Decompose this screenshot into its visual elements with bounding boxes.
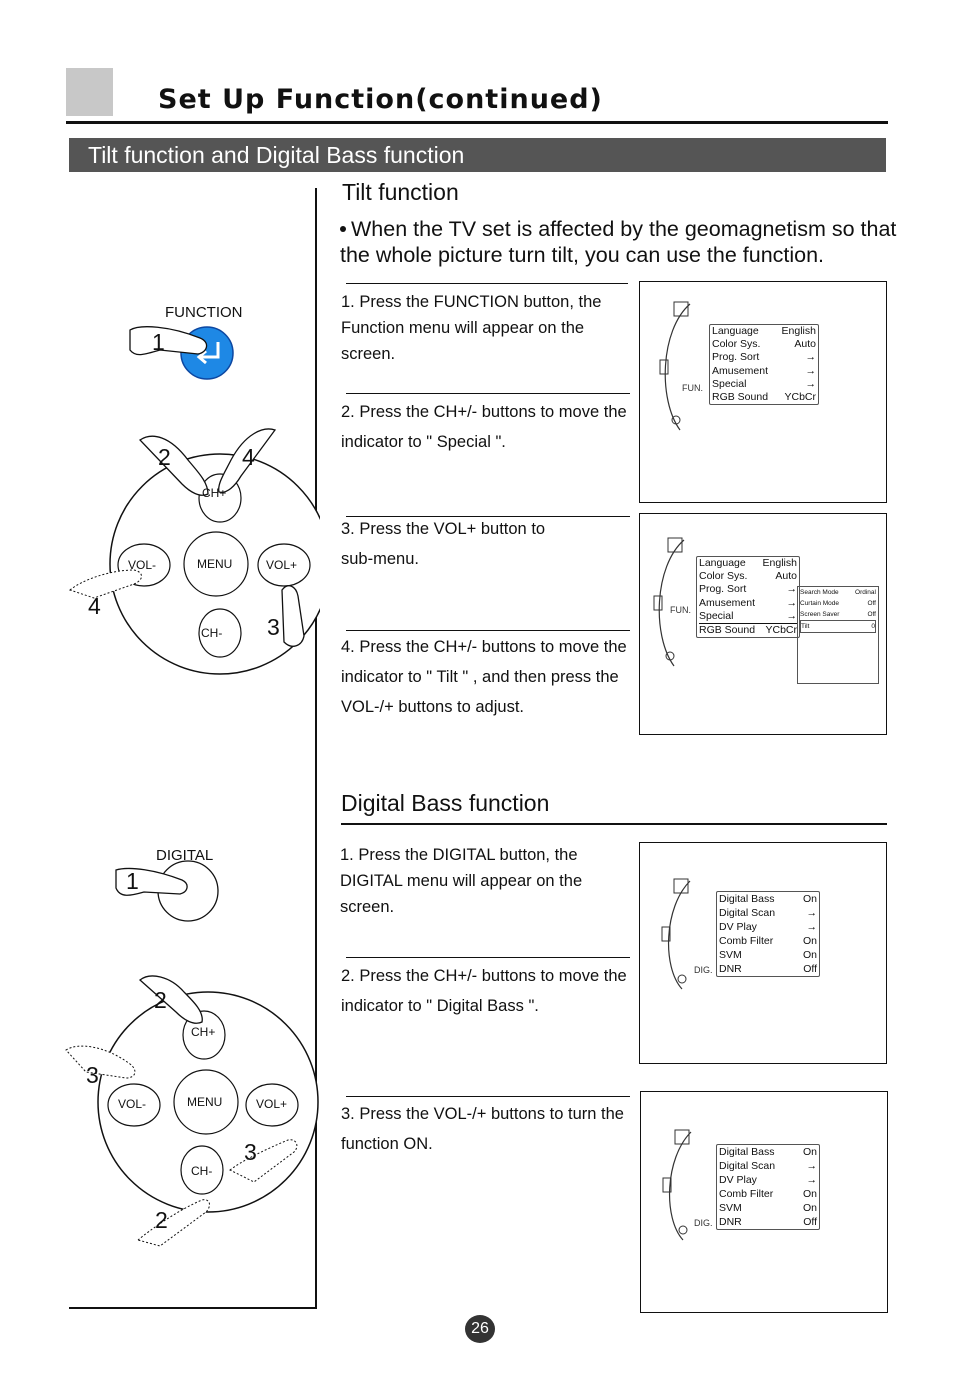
digital-screen-1	[639, 842, 887, 1064]
submenu-row: Tilt 0	[800, 620, 876, 633]
tilt-step-2: 2. Press the CH+/- buttons to move the indicator to " Special ".	[341, 403, 627, 451]
ch-plus-label: CH+	[191, 1025, 216, 1039]
step-rule	[346, 393, 630, 394]
menu-row: Prog. Sort →	[699, 583, 797, 596]
tv-frame-icon	[650, 877, 720, 997]
menu-row: DNR Off	[719, 1216, 817, 1228]
menu-row: Digital Scan →	[719, 907, 817, 919]
tilt-step-3: 3. Press the VOL+ button to sub-menu.	[341, 520, 546, 568]
menu-row: Color Sys. Auto	[712, 338, 816, 351]
digital-menu	[716, 1144, 820, 1230]
page-title: Set Up Function(continued)	[158, 84, 603, 115]
vol-plus-label: VOL+	[266, 558, 298, 572]
tilt-intro: When the TV set is affected by the geomagnetism so that the whole picture turn tilt, you can use the function.	[340, 217, 897, 267]
digital-screen-2	[640, 1091, 888, 1313]
tilt-heading: Tilt function	[342, 179, 459, 205]
digital-step-1: 1. Press the DIGITAL button, the DIGITAL menu will appear on the screen.	[340, 846, 583, 916]
step-number: 2	[155, 1207, 168, 1233]
screen-label: FUN.	[670, 605, 691, 615]
menu-row: DNR Off	[719, 963, 817, 975]
step-rule	[346, 283, 628, 284]
bottom-rule	[69, 1307, 316, 1309]
function-menu	[696, 556, 800, 638]
menu-row: Digital Bass On	[719, 893, 817, 905]
step-number: 3	[86, 1062, 99, 1088]
menu-row: Comb Filter On	[719, 935, 817, 947]
step-number: 1	[152, 329, 165, 355]
menu-row: Language English	[699, 557, 797, 569]
digital-rule	[341, 823, 887, 825]
digital-label: DIGITAL	[156, 847, 214, 864]
menu-row: Color Sys. Auto	[699, 570, 797, 583]
menu-row: Digital Scan →	[719, 1160, 817, 1172]
digital-step-2: 2. Press the CH+/- buttons to move the indicator to " Digital Bass ".	[341, 967, 627, 1015]
vol-plus-label: VOL+	[256, 1097, 288, 1111]
menu-row: SVM On	[719, 1202, 817, 1214]
digital-menu	[716, 891, 820, 977]
step-number: 4	[242, 444, 255, 470]
tilt-screen-1	[639, 281, 887, 503]
header-gray-square	[66, 68, 113, 116]
remote-illustrations	[60, 290, 320, 1300]
menu-row: Special →	[699, 610, 797, 624]
bullet-icon	[340, 226, 346, 232]
vol-minus-label: VOL-	[128, 558, 157, 572]
screen-label: FUN.	[682, 383, 703, 393]
ch-minus-label: CH-	[191, 1164, 213, 1178]
screen-label: DIG.	[694, 965, 713, 975]
step-rule	[346, 957, 630, 958]
section-bar	[69, 138, 886, 172]
page-number: 26	[465, 1315, 495, 1343]
title-rule	[66, 121, 888, 124]
menu-row: RGB Sound YCbCr	[712, 391, 816, 404]
menu-row: RGB Sound YCbCr	[699, 624, 797, 637]
screen-label: DIG.	[694, 1218, 713, 1228]
step-number: 2	[158, 444, 171, 470]
ch-plus-label: CH+	[202, 486, 227, 500]
function-label: FUNCTION	[165, 304, 243, 321]
menu-row: SVM On	[719, 949, 817, 961]
tilt-step-4: 4. Press the CH+/- buttons to move the indicator to " Tilt " , and then press the VOL-/+ buttons to adjust.	[341, 638, 627, 716]
digital-step-3: 3. Press the VOL-/+ buttons to turn the function ON.	[341, 1105, 624, 1153]
step-number: 1	[126, 868, 139, 894]
section-title: Tilt function and Digital Bass function	[88, 142, 465, 168]
menu-row: DV Play →	[719, 1174, 817, 1186]
menu-label: MENU	[187, 1095, 223, 1109]
menu-row: Amusement →	[712, 364, 816, 377]
menu-row: Digital Bass On	[719, 1146, 817, 1158]
submenu-row: Search Mode Ordinal	[800, 589, 876, 596]
submenu-row: Curtain Mode Off	[800, 600, 876, 607]
function-menu	[709, 324, 819, 405]
submenu-row: Screen Saver Off	[800, 611, 876, 618]
menu-row: DV Play →	[719, 921, 817, 933]
menu-row: Special →	[712, 377, 816, 390]
tv-frame-icon	[651, 1128, 721, 1248]
tilt-screen-2	[639, 513, 887, 735]
special-submenu	[797, 586, 879, 684]
menu-row: Language English	[712, 325, 816, 337]
step-number: 3	[244, 1139, 257, 1165]
menu-label: MENU	[197, 557, 233, 571]
menu-row: Prog. Sort →	[712, 351, 816, 364]
step-number: 3	[267, 614, 280, 640]
menu-row: Comb Filter On	[719, 1188, 817, 1200]
step-number: 4	[88, 593, 101, 619]
vol-minus-label: VOL-	[118, 1097, 147, 1111]
digital-heading: Digital Bass function	[341, 790, 550, 816]
step-rule	[346, 630, 630, 631]
tilt-step-1: 1. Press the FUNCTION button, the Function menu will appear on the screen.	[341, 293, 602, 363]
step-number: 2	[154, 987, 167, 1013]
step-rule	[346, 1096, 630, 1097]
ch-minus-label: CH-	[201, 626, 223, 640]
menu-row: Amusement →	[699, 596, 797, 609]
